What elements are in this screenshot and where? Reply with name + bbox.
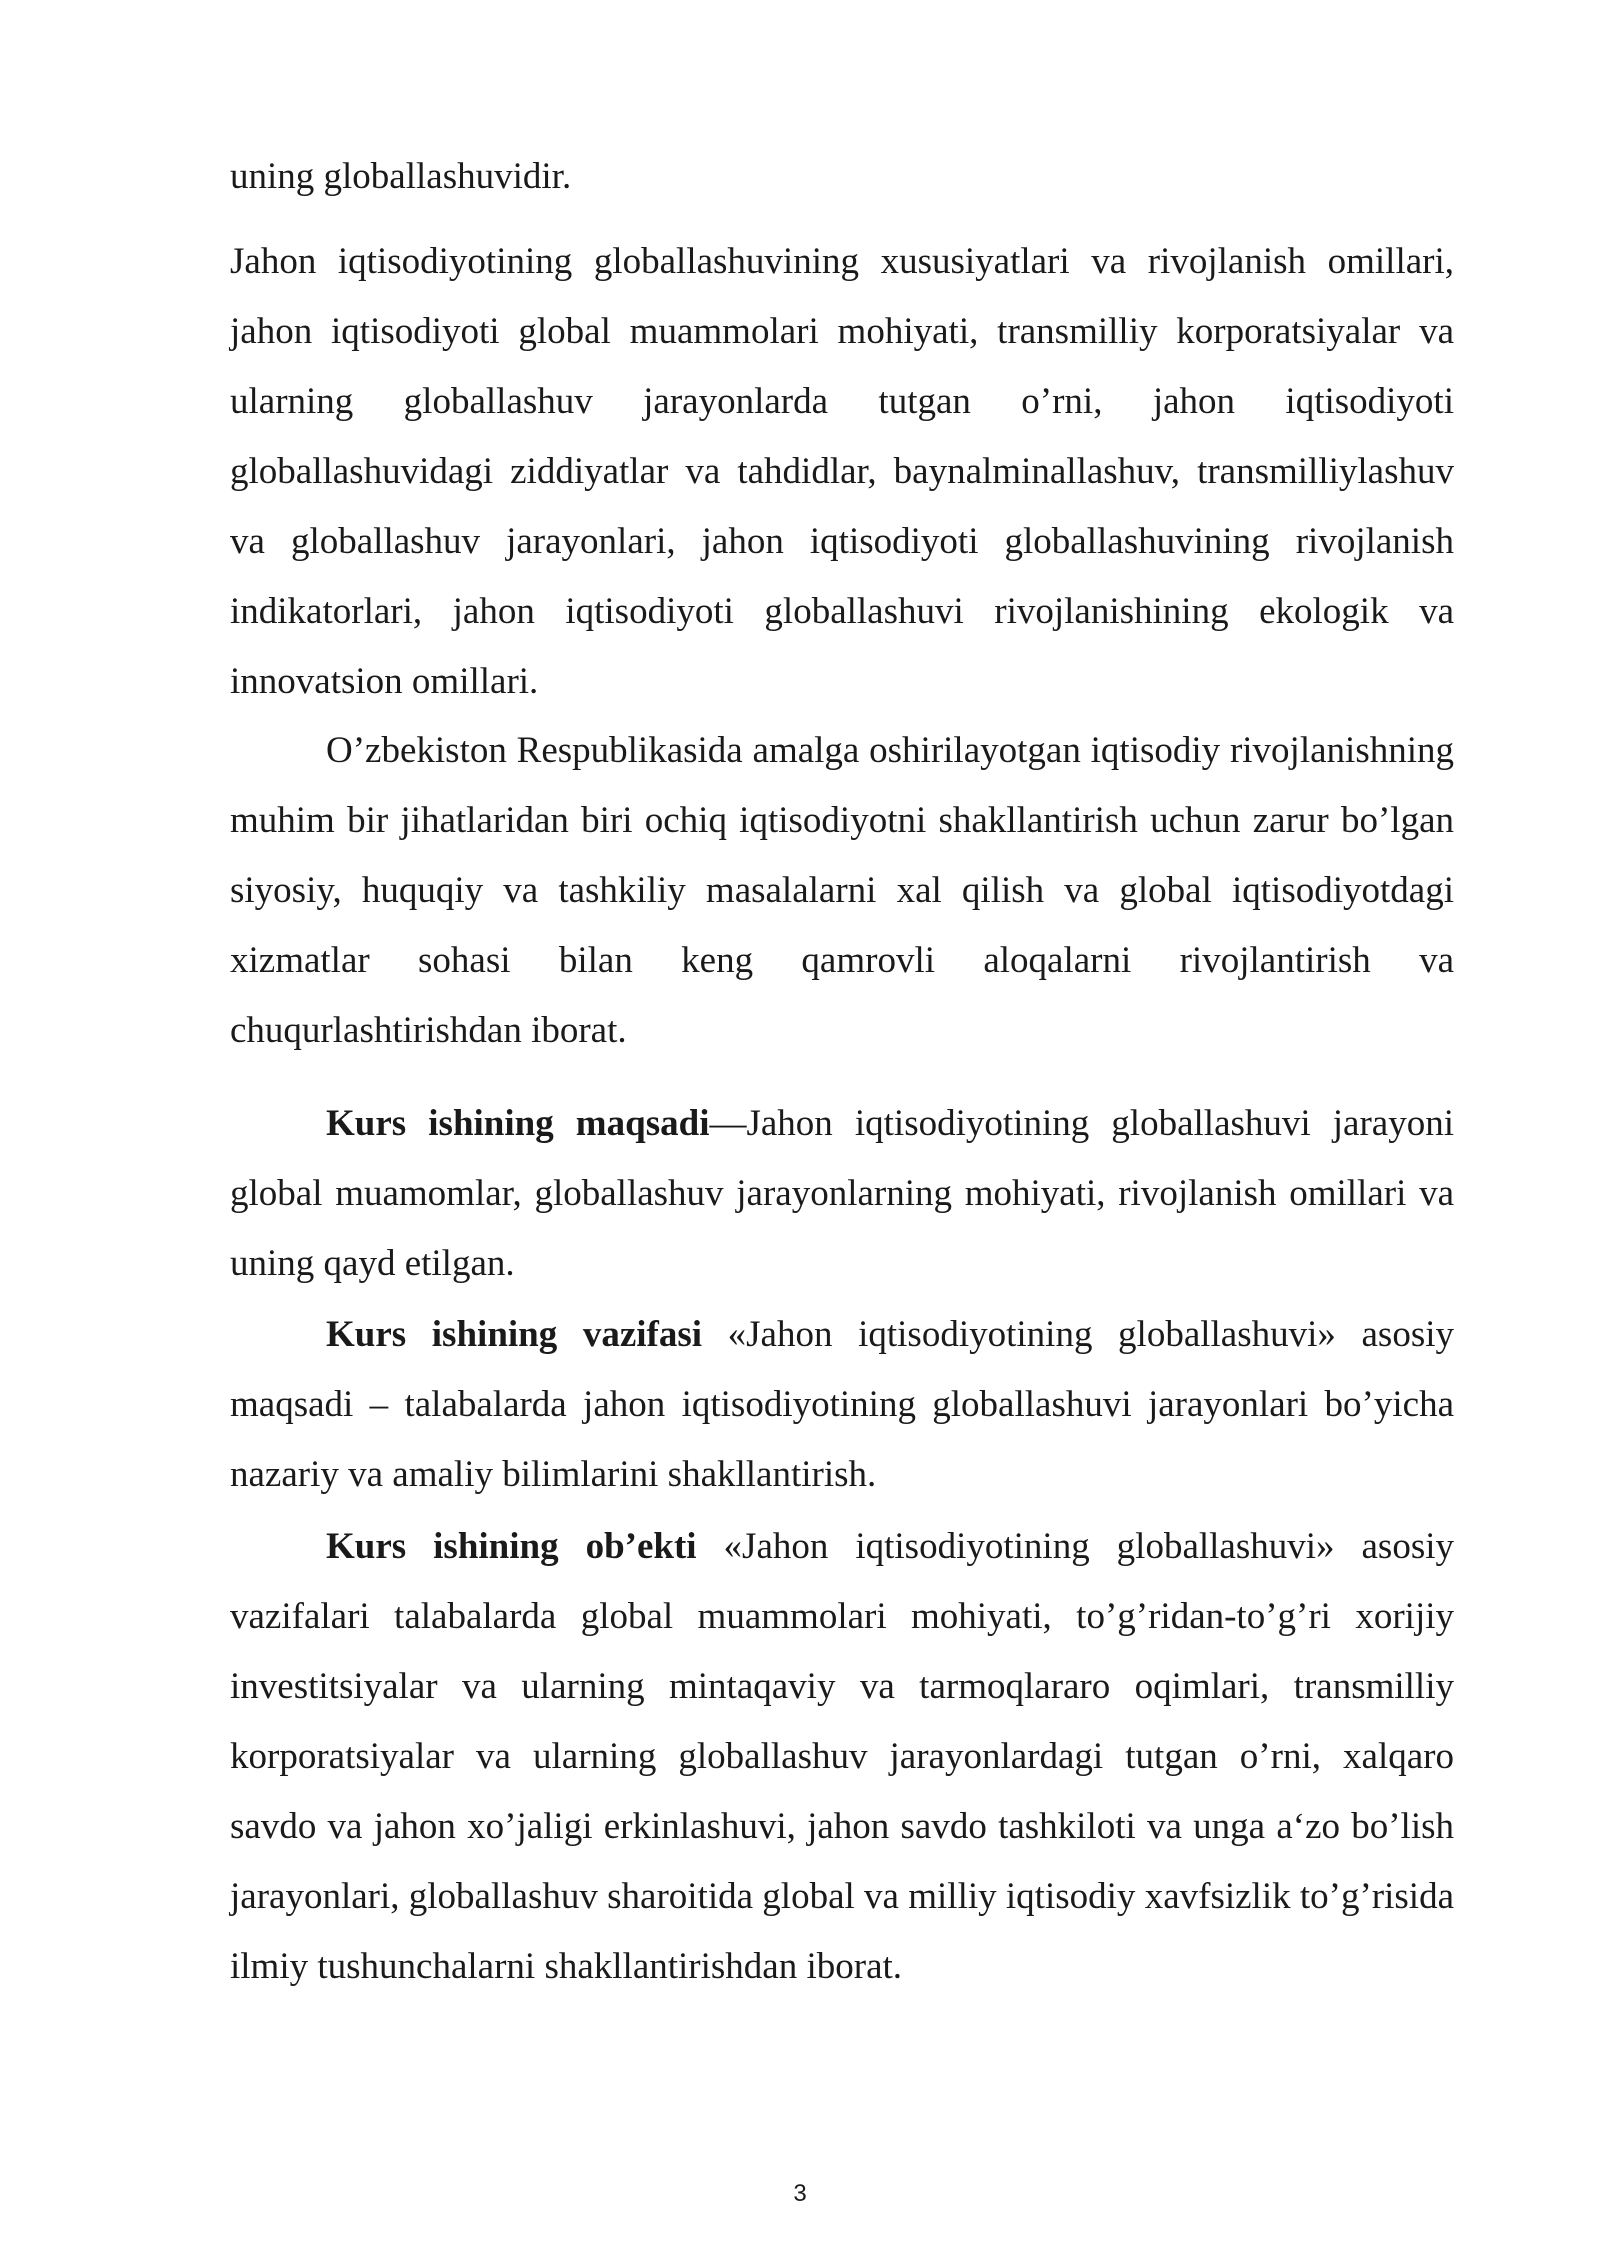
task-text: «Jahon iqtisodiyotining globallashuvi» asosiy maqsadi – talabalarda jahon iqtisodiyotining globallashuvi jarayonlari bo’yicha nazariy va amaliy bilimlarini shakllantirish. xyxy=(230,1314,1454,1495)
paragraph-goal xyxy=(230,1089,1454,1299)
paragraph-topics xyxy=(230,227,1454,717)
goal-label: Kurs ishining maqsadi xyxy=(326,1103,710,1144)
paragraph-continuation xyxy=(230,142,1454,212)
goal-text: —Jahon iqtisodiyotining globallashuvi jarayoni global muamomlar, globallashuv jarayonlarning mohiyati, rivojlanish omillari va uning qayd etilgan. xyxy=(230,1103,1454,1284)
paragraph-uzbekistan xyxy=(230,716,1454,1066)
task-label: Kurs ishining vazifasi xyxy=(326,1314,703,1355)
topics-text: Jahon iqtisodiyotining globallashuvining xususiyatlari va rivojlanish omillari, jahon iqtisodiyoti global muammolari mohiyati, transmilliy korporatsiyalar va ularning globallashuv jarayonlarda tutgan o’rni, jahon iqtisodiyoti globallashuvidagi ziddiyatlar va tahdidlar, baynalminallashuv, transmilliylashuv va globallashuv jarayonlari, jahon iqtisodiyoti globallashuvining rivojlanish indikatorlari, jahon iqtisodiyoti globallashuvi rivojlanishining ekologik va innovatsion omillari. xyxy=(230,241,1454,702)
object-label: Kurs ishining ob’ekti xyxy=(326,1526,697,1567)
object-text: «Jahon iqtisodiyotining globallashuvi» asosiy vazifalari talabalarda global muammolari mohiyati, to’g’ridan-to’g’ri xorijiy investitsiyalar va ularning mintaqaviy va tarmoqlararo oqimlari, transmilliy korporatsiyalar va ularning globallashuv jarayonlardagi tutgan o’rni, xalqaro savdo va jahon xo’jaligi erkinlashuvi, jahon savdo tashkiloti va unga a‘zo bo’lish jarayonlari, globallashuv sharoitida global va milliy iqtisodiy xavfsizlik to’g’risida ilmiy tushunchalarni shakllantirishdan iborat. xyxy=(230,1526,1454,1987)
paragraph-task xyxy=(230,1300,1454,1510)
paragraph-object xyxy=(230,1512,1454,2002)
continuation-text: uning globallashuvidir. xyxy=(230,156,572,197)
page-number: 3 xyxy=(793,2180,807,2207)
uzbekistan-text: O’zbekiston Respublikasida amalga oshirilayotgan iqtisodiy rivojlanishning muhim bir jihatlaridan biri ochiq iqtisodiyotni shakllantirish uchun zarur bo’lgan siyosiy, huquqiy va tashkiliy masalalarni xal qilish va global iqtisodiyotdagi xizmatlar sohasi bilan keng qamrovli aloqalarni rivojlantirish va chuqurlashtirishdan iborat. xyxy=(230,730,1454,1051)
